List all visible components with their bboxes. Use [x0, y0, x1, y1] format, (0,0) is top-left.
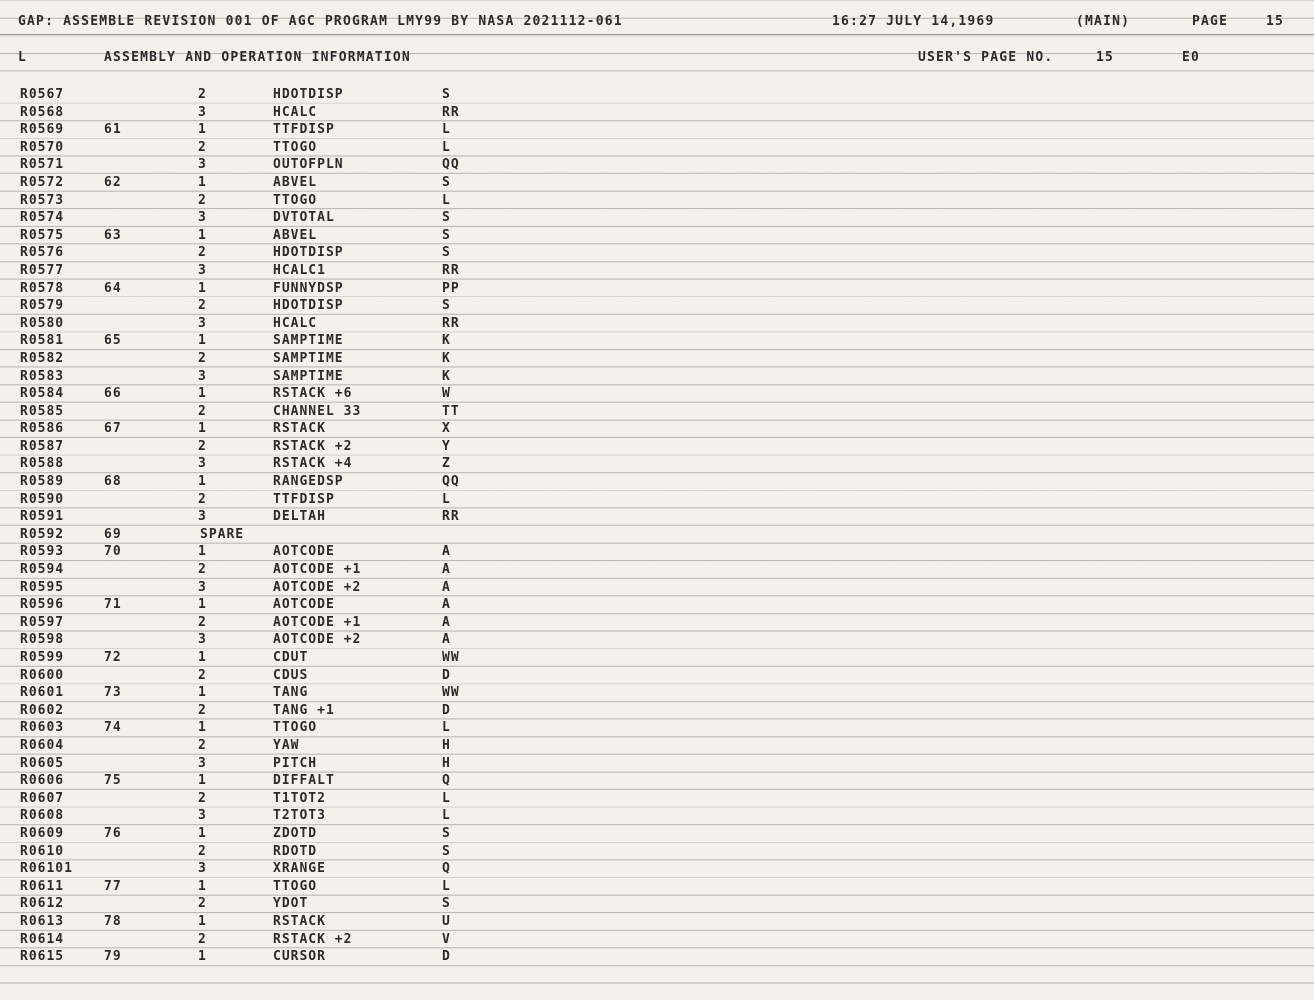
row-index: 1: [198, 773, 207, 789]
row-scale: K: [442, 350, 451, 366]
row-index: 2: [198, 843, 207, 859]
row-group: 72: [104, 650, 122, 665]
row-id: R0585: [20, 403, 65, 419]
row-name: AOTCODE +2: [273, 579, 362, 595]
row-id: R0601: [20, 685, 65, 701]
row-index: 1: [198, 174, 207, 190]
row-id: R0612: [20, 896, 65, 912]
row-id: R0578: [20, 280, 65, 296]
listing-row: [0, 719, 1314, 737]
listing-row: [0, 262, 1314, 280]
row-scale: A: [442, 544, 451, 560]
row-id: R0605: [20, 755, 65, 771]
row-scale: V: [442, 931, 451, 947]
listing-row: [0, 473, 1314, 491]
listing-rows: [0, 86, 1314, 966]
listing-row: [0, 368, 1314, 386]
row-name: ABVEL: [273, 174, 318, 190]
header-line-2: [0, 50, 1314, 70]
header-section: (MAIN): [1076, 14, 1131, 29]
row-id: R0571: [20, 157, 65, 173]
row-index: 2: [198, 87, 207, 102]
row-name: AOTCODE +2: [273, 632, 362, 648]
row-scale: L: [442, 139, 451, 155]
listing-row: [0, 438, 1314, 456]
row-id: R0579: [20, 298, 65, 314]
row-id: R0596: [20, 597, 65, 613]
listing-row: [0, 526, 1314, 544]
row-index: 1: [198, 421, 207, 437]
row-index: 1: [198, 878, 207, 894]
row-index: 1: [198, 685, 207, 701]
row-index: 2: [198, 702, 207, 718]
row-scale: A: [442, 597, 451, 613]
listing-row: [0, 931, 1314, 949]
header-page-label: PAGE: [1192, 14, 1229, 29]
row-name: HCALC1: [273, 262, 326, 278]
row-name: TTFDISP: [273, 122, 335, 138]
row-scale: D: [442, 702, 451, 718]
row-id: R0600: [20, 667, 65, 683]
row-scale: A: [442, 614, 451, 630]
row-name: TTOGO: [273, 720, 318, 736]
row-id: R0570: [20, 139, 65, 155]
row-index: 1: [198, 474, 207, 490]
row-scale: W: [442, 386, 451, 402]
row-name: T1TOT2: [273, 790, 326, 806]
row-name: AOTCODE: [273, 597, 335, 613]
row-id: R0576: [20, 245, 65, 261]
header-users-page-label: USER'S PAGE NO.: [918, 50, 1054, 65]
row-scale: Q: [442, 773, 451, 789]
listing-row: [0, 104, 1314, 122]
row-id: R0580: [20, 315, 65, 331]
row-index: 2: [198, 403, 207, 419]
row-id: R0611: [20, 878, 65, 894]
row-scale: WW: [442, 650, 460, 665]
row-index: 1: [198, 280, 207, 296]
listing-row: [0, 843, 1314, 861]
row-id: R0586: [20, 421, 65, 437]
listing-row: [0, 684, 1314, 702]
row-scale: K: [442, 368, 451, 384]
listing-row: [0, 297, 1314, 315]
row-name: CDUS: [273, 667, 309, 683]
row-name: SAMPTIME: [273, 350, 344, 366]
row-index: 2: [198, 931, 207, 947]
row-id: R0608: [20, 808, 65, 824]
row-id: R0594: [20, 562, 65, 578]
row-id: R0603: [20, 720, 65, 736]
listing-row: [0, 790, 1314, 808]
row-index: 1: [198, 949, 207, 965]
listing-row: [0, 491, 1314, 509]
row-group: 78: [104, 913, 122, 929]
row-name: FUNNYDSP: [273, 280, 344, 296]
listing-row: [0, 139, 1314, 157]
row-name: RSTACK +4: [273, 456, 353, 472]
row-name: CHANNEL 33: [273, 403, 362, 419]
row-group: 66: [104, 386, 122, 402]
row-index: 2: [198, 562, 207, 578]
row-scale: K: [442, 333, 451, 349]
row-scale: S: [442, 896, 451, 912]
row-group: 69: [104, 526, 122, 542]
row-id: R0582: [20, 350, 65, 366]
row-index: 3: [198, 104, 207, 120]
row-index: 2: [198, 737, 207, 753]
row-id: R0574: [20, 210, 65, 226]
row-group: 73: [104, 685, 122, 701]
row-name: DIFFALT: [273, 773, 335, 789]
listing-row: [0, 315, 1314, 333]
row-name: RSTACK +6: [273, 386, 353, 402]
row-id: R0593: [20, 544, 65, 560]
row-id: R0614: [20, 931, 65, 947]
row-index: 1: [198, 913, 207, 929]
listing-row: [0, 385, 1314, 403]
row-name: RSTACK +2: [273, 931, 353, 947]
row-scale: WW: [442, 685, 460, 701]
row-index: 1: [198, 122, 207, 138]
listing-row: [0, 280, 1314, 298]
row-group: 71: [104, 597, 122, 613]
header-marker: L: [18, 50, 28, 65]
row-index: 1: [198, 544, 207, 560]
row-scale: D: [442, 949, 451, 965]
row-id: R0589: [20, 474, 65, 490]
row-scale: Q: [442, 861, 451, 877]
row-scale: L: [442, 808, 451, 824]
row-scale: S: [442, 87, 451, 102]
row-scale: S: [442, 298, 451, 314]
row-index: 2: [198, 491, 207, 507]
row-name: AOTCODE +1: [273, 614, 362, 630]
row-id: R0597: [20, 614, 65, 630]
row-id: R0591: [20, 509, 65, 525]
row-scale: S: [442, 174, 451, 190]
row-id: R0577: [20, 262, 65, 278]
row-scale: A: [442, 632, 451, 648]
row-scale: L: [442, 720, 451, 736]
listing-row: [0, 807, 1314, 825]
header-code: E0: [1182, 50, 1201, 65]
row-id: R0615: [20, 949, 65, 965]
row-group: 79: [104, 949, 122, 965]
row-scale: L: [442, 491, 451, 507]
row-index: 2: [198, 790, 207, 806]
row-index: 1: [198, 650, 207, 665]
row-group: 67: [104, 421, 122, 437]
listing-row: [0, 878, 1314, 896]
row-name: TANG: [273, 685, 309, 701]
row-index: 3: [198, 632, 207, 648]
row-index: SPARE: [200, 526, 245, 542]
row-name: SAMPTIME: [273, 368, 344, 384]
row-index: 2: [198, 139, 207, 155]
row-name: HDOTDISP: [273, 87, 344, 102]
row-scale: Y: [442, 438, 451, 454]
row-name: RDOTD: [273, 843, 318, 859]
row-index: 3: [198, 368, 207, 384]
row-scale: D: [442, 667, 451, 683]
row-scale: L: [442, 790, 451, 806]
listing-row: [0, 579, 1314, 597]
listing-row: [0, 455, 1314, 473]
listing-row: [0, 895, 1314, 913]
row-index: 2: [198, 438, 207, 454]
header-page-number: 15: [1266, 14, 1285, 29]
row-index: 2: [198, 896, 207, 912]
row-id: R0607: [20, 790, 65, 806]
row-index: 2: [198, 614, 207, 630]
row-id: R0602: [20, 702, 65, 718]
row-name: DELTAH: [273, 509, 326, 525]
row-index: 1: [198, 597, 207, 613]
row-index: 2: [198, 298, 207, 314]
row-id: R0613: [20, 913, 65, 929]
row-id: R0588: [20, 456, 65, 472]
row-scale: U: [442, 913, 451, 929]
row-name: TTOGO: [273, 192, 318, 208]
listing-row: [0, 420, 1314, 438]
row-name: OUTOFPLN: [273, 157, 344, 173]
row-id: R0604: [20, 737, 65, 753]
row-name: HCALC: [273, 315, 318, 331]
row-name: YAW: [273, 737, 300, 753]
row-id: R0583: [20, 368, 65, 384]
listing-row: [0, 332, 1314, 350]
listing-row: [0, 350, 1314, 368]
row-id: R0595: [20, 579, 65, 595]
row-id: R0569: [20, 122, 65, 138]
listing-row: [0, 913, 1314, 931]
row-id: R0573: [20, 192, 65, 208]
row-group: 64: [104, 280, 122, 296]
row-id: R0590: [20, 491, 65, 507]
listing-row: [0, 860, 1314, 878]
row-id: R0575: [20, 227, 65, 243]
row-index: 1: [198, 825, 207, 841]
listing-row: [0, 667, 1314, 685]
row-name: AOTCODE: [273, 544, 335, 560]
listing-row: [0, 508, 1314, 526]
row-index: 3: [198, 579, 207, 595]
row-index: 3: [198, 157, 207, 173]
row-group: 62: [104, 174, 122, 190]
row-index: 1: [198, 333, 207, 349]
row-id: R06101: [20, 861, 73, 877]
row-scale: PP: [442, 280, 460, 296]
row-index: 3: [198, 755, 207, 771]
header-assembly-title: GAP: ASSEMBLE REVISION 001 OF AGC PROGRAM LMY99 BY NASA 2021112-061: [18, 14, 623, 29]
row-index: 2: [198, 245, 207, 261]
listing-row: [0, 825, 1314, 843]
listing-row: [0, 244, 1314, 262]
row-group: 68: [104, 474, 122, 490]
row-scale: Z: [442, 456, 451, 472]
row-scale: L: [442, 122, 451, 138]
header-datetime: 16:27 JULY 14,1969: [832, 14, 995, 29]
listing-row: [0, 156, 1314, 174]
row-scale: X: [442, 421, 451, 437]
row-index: 3: [198, 509, 207, 525]
row-id: R0599: [20, 650, 65, 665]
row-name: YDOT: [273, 896, 309, 912]
row-group: 70: [104, 544, 122, 560]
row-scale: A: [442, 579, 451, 595]
row-index: 1: [198, 720, 207, 736]
row-name: RSTACK: [273, 913, 326, 929]
row-id: R0581: [20, 333, 65, 349]
listing-row: [0, 403, 1314, 421]
listing-row: [0, 631, 1314, 649]
listing-row: [0, 209, 1314, 227]
row-index: 3: [198, 456, 207, 472]
row-name: CDUT: [273, 650, 309, 665]
header-users-page-number: 15: [1096, 50, 1115, 65]
listing-row: [0, 86, 1314, 104]
row-name: TTOGO: [273, 139, 318, 155]
row-scale: TT: [442, 403, 460, 419]
listing-row: [0, 702, 1314, 720]
row-scale: RR: [442, 315, 460, 331]
row-scale: S: [442, 825, 451, 841]
row-id: R0609: [20, 825, 65, 841]
row-name: XRANGE: [273, 861, 326, 877]
row-name: CURSOR: [273, 949, 326, 965]
row-index: 2: [198, 667, 207, 683]
row-index: 3: [198, 315, 207, 331]
row-name: AOTCODE +1: [273, 562, 362, 578]
row-index: 3: [198, 262, 207, 278]
row-name: TTFDISP: [273, 491, 335, 507]
row-index: 1: [198, 386, 207, 402]
row-id: R0610: [20, 843, 65, 859]
row-group: 74: [104, 720, 122, 736]
row-index: 2: [198, 350, 207, 366]
row-group: 63: [104, 227, 122, 243]
row-name: HDOTDISP: [273, 298, 344, 314]
row-name: ABVEL: [273, 227, 318, 243]
listing-row: [0, 614, 1314, 632]
row-id: R0592: [20, 526, 65, 542]
header-section-title: ASSEMBLY AND OPERATION INFORMATION: [104, 50, 411, 65]
listing-row: [0, 737, 1314, 755]
row-name: TTOGO: [273, 878, 318, 894]
row-name: RSTACK +2: [273, 438, 353, 454]
row-scale: H: [442, 755, 451, 771]
row-name: SAMPTIME: [273, 333, 344, 349]
row-id: R0598: [20, 632, 65, 648]
row-name: ZDOTD: [273, 825, 318, 841]
row-name: DVTOTAL: [273, 210, 335, 226]
row-id: R0606: [20, 773, 65, 789]
listing-row: [0, 227, 1314, 245]
row-index: 3: [198, 861, 207, 877]
row-scale: A: [442, 562, 451, 578]
row-name: RANGEDSP: [273, 474, 344, 490]
row-id: R0572: [20, 174, 65, 190]
row-name: PITCH: [273, 755, 318, 771]
row-index: 2: [198, 192, 207, 208]
row-name: HCALC: [273, 104, 318, 120]
row-scale: L: [442, 878, 451, 894]
row-scale: S: [442, 227, 451, 243]
row-group: 61: [104, 122, 122, 138]
row-group: 77: [104, 878, 122, 894]
row-scale: H: [442, 737, 451, 753]
row-scale: S: [442, 210, 451, 226]
listing-row: [0, 561, 1314, 579]
header-line-1: [0, 14, 1314, 34]
row-scale: QQ: [442, 157, 460, 173]
listing-row: [0, 543, 1314, 561]
row-group: 75: [104, 773, 122, 789]
row-scale: S: [442, 245, 451, 261]
listing-row: [0, 772, 1314, 790]
row-group: 65: [104, 333, 122, 349]
row-name: RSTACK: [273, 421, 326, 437]
row-name: TANG +1: [273, 702, 335, 718]
listing-row: [0, 174, 1314, 192]
row-id: R0568: [20, 104, 65, 120]
row-index: 1: [198, 227, 207, 243]
row-index: 3: [198, 808, 207, 824]
row-id: R0584: [20, 386, 65, 402]
listing-row: [0, 649, 1314, 667]
row-scale: L: [442, 192, 451, 208]
header-rule: [0, 34, 1314, 35]
row-group: 76: [104, 825, 122, 841]
row-scale: RR: [442, 262, 460, 278]
listing-row: [0, 755, 1314, 773]
row-name: HDOTDISP: [273, 245, 344, 261]
listing-row: [0, 596, 1314, 614]
row-id: R0567: [20, 87, 65, 102]
row-index: 3: [198, 210, 207, 226]
listing-row: [0, 948, 1314, 966]
row-id: R0587: [20, 438, 65, 454]
listing-row: [0, 192, 1314, 210]
row-scale: QQ: [442, 474, 460, 490]
row-scale: S: [442, 843, 451, 859]
row-scale: RR: [442, 104, 460, 120]
row-name: T2TOT3: [273, 808, 326, 824]
row-scale: RR: [442, 509, 460, 525]
listing-row: [0, 121, 1314, 139]
